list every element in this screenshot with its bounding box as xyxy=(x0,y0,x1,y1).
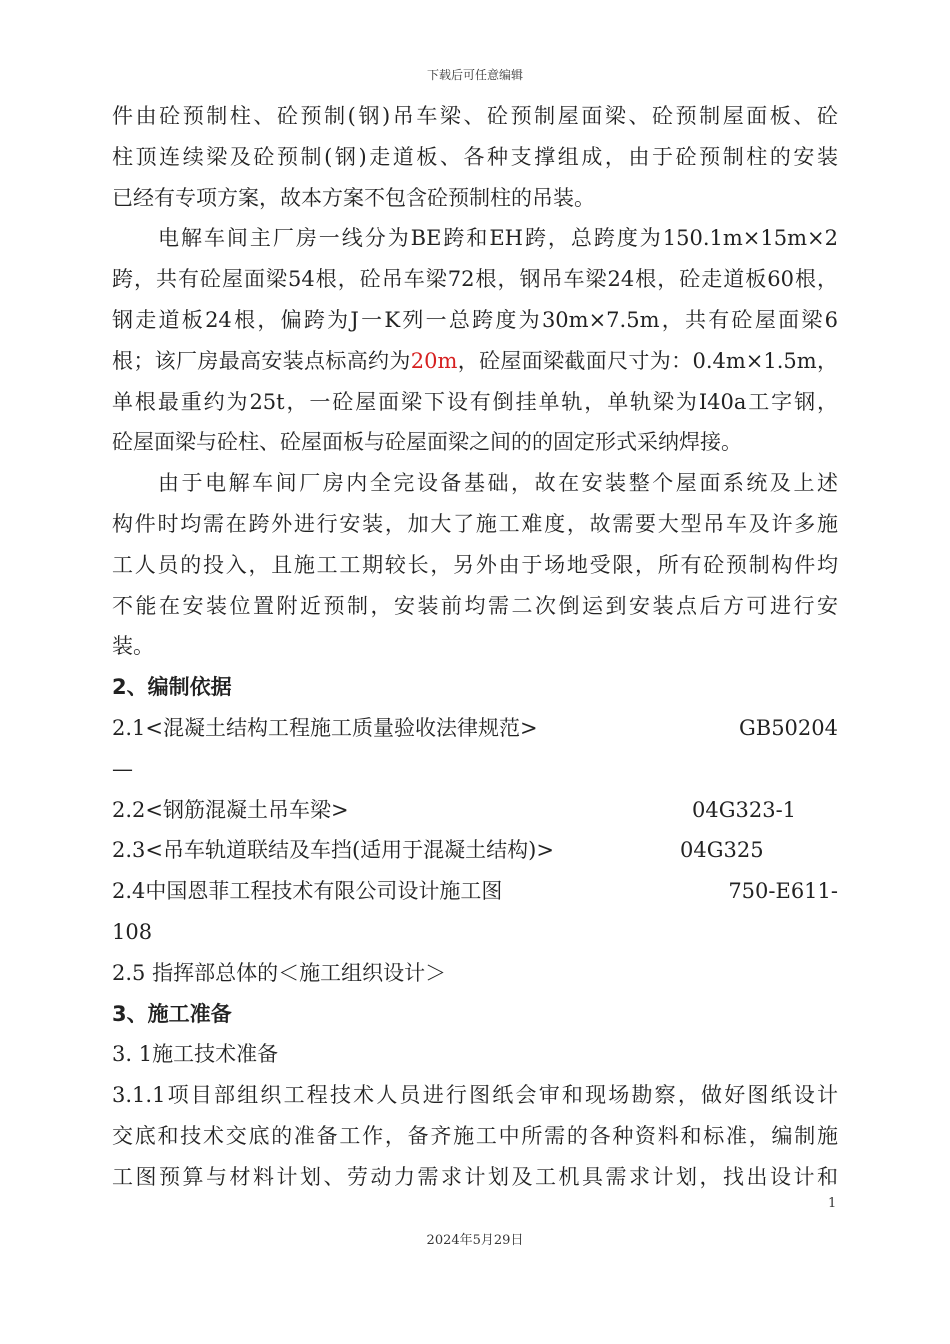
paragraph-line: 3.1.1项目部组织工程技术人员进行图纸会审和现场勘察，做好图纸设计 xyxy=(112,1083,838,1108)
paragraph-line: 工人员的投入，且施工工期较长，另外由于场地受限，所有砼预制构件均 xyxy=(112,552,838,577)
reference-code: 04G325 xyxy=(680,838,764,863)
paragraph-line: 件由砼预制柱、砼预制(钢)吊车梁、砼预制屋面梁、砼预制屋面板、砼 xyxy=(112,104,838,128)
paragraph-line: 由于电解车间厂房内全完设备基础，故在安装整个屋面系统及上述 xyxy=(158,471,838,496)
paragraph-line: 构件时均需在跨外进行安装，加大了施工难度，故需要大型吊车及许多施 xyxy=(112,511,838,536)
paragraph-line: 电解车间主厂房一线分为BE跨和EH跨，总跨度为150.1m×15m×2 xyxy=(158,226,838,251)
reference-label: 2.4中国恩菲工程技术有限公司设计施工图 xyxy=(112,879,503,904)
text-segment: 根；该厂房最高安装点标高约为 xyxy=(112,348,411,373)
reference-item: 2.5 指挥部总体的＜施工组织设计＞ xyxy=(112,960,447,985)
paragraph-line: 交底和技术交底的准备工作，备齐施工中所需的各种资料和标准，编制施 xyxy=(112,1123,838,1148)
paragraph-line: 钢走道板24根，偏跨为J一K列一总跨度为30m×7.5m，共有砼屋面梁6 xyxy=(112,307,838,332)
reference-label: 2.3<吊车轨道联结及车挡(适用于混凝土结构)> xyxy=(112,838,554,863)
reference-continuation: 108 xyxy=(112,919,153,944)
paragraph-line: 不能在安装位置附近预制，安装前均需二次倒运到安装点后方可进行安 xyxy=(112,593,838,618)
reference-label: 2.1<混凝土结构工程施工质量验收法律规范> xyxy=(112,715,538,740)
text-segment: ，砼屋面梁截面尺寸为：0.4m×1.5m， xyxy=(457,348,839,373)
paragraph-line: 单根最重约为25t，一砼屋面梁下设有倒挂单轨，单轨梁为I40a工字钢， xyxy=(112,389,838,414)
page-number: 1 xyxy=(828,1196,837,1211)
paragraph-line: 砼屋面梁与砼柱、砼屋面板与砼屋面梁之间的的固定形式采纳焊接。 xyxy=(112,430,742,455)
page-header: 下载后可任意编辑 xyxy=(426,68,523,82)
paragraph-line: 跨，共有砼屋面梁54根，砼吊车梁72根，钢吊车梁24根，砼走道板60根， xyxy=(112,267,838,292)
subsection-heading: 3. 1施工技术准备 xyxy=(112,1042,279,1067)
paragraph-line: 装。 xyxy=(112,634,154,659)
reference-code: 04G323-1 xyxy=(692,797,797,822)
reference-item xyxy=(112,830,838,871)
reference-item xyxy=(112,708,838,749)
footer-date: 2024年5月29日 xyxy=(426,1233,524,1248)
reference-item xyxy=(112,871,838,912)
paragraph-line: 工图预算与材料计划、劳动力需求计划及工机具需求计划，找出设计和 xyxy=(112,1164,838,1189)
paragraph-line: 已经有专项方案，故本方案不包含砼预制柱的吊装。 xyxy=(112,185,595,210)
reference-continuation: — xyxy=(112,756,133,781)
highlighted-height-value: 20m xyxy=(410,348,458,373)
reference-code: GB50204 xyxy=(738,715,838,740)
reference-label: 2.2<钢筋混凝土吊车梁> xyxy=(112,797,349,822)
reference-code: 750-E611- xyxy=(728,879,838,904)
document-body xyxy=(112,96,838,1198)
paragraph-line: 柱顶连续梁及砼预制(钢)走道板、各种支撑组成，由于砼预制柱的安装 xyxy=(112,144,838,169)
reference-item xyxy=(112,790,838,831)
paragraph-line xyxy=(112,341,838,382)
section-heading: 3、施工准备 xyxy=(112,1001,232,1026)
section-heading: 2、编制依据 xyxy=(112,675,232,700)
